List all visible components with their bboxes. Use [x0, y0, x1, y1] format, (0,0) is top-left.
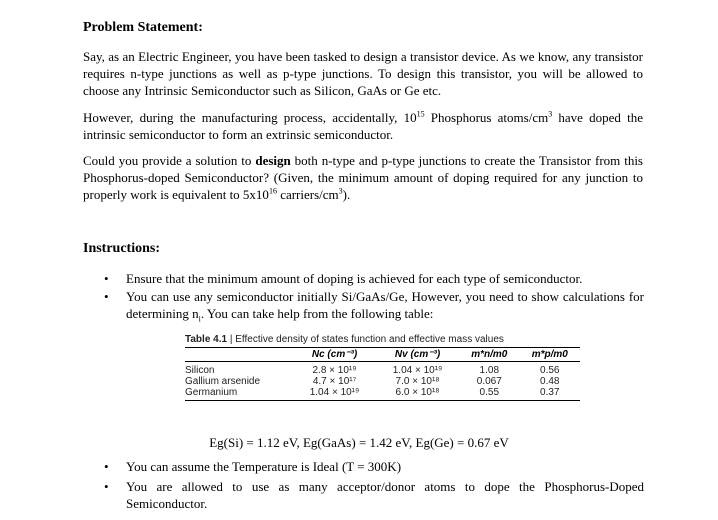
cell-name: Silicon: [185, 365, 215, 376]
cell-mn: 0.067: [476, 376, 502, 387]
table-row: [185, 362, 580, 377]
cell-nc: 4.7 × 10¹⁷: [312, 376, 357, 387]
cell-nv: 7.0 × 10¹⁸: [395, 376, 440, 387]
table-header-nv: Nv (cm⁻³): [376, 348, 459, 362]
cell-name: Gallium arsenide: [185, 376, 261, 387]
cell-mp: 0.37: [520, 387, 580, 401]
problem-paragraph-2: However, during the manufacturing process, accidentally, $10^{15}$ Phosphorus atoms/$cm^3$ have doped the intrinsic semiconductor to form an extrinsic semiconductor.: [83, 109, 643, 142]
cell-mn: 1.08: [479, 365, 500, 376]
table-caption: Table 4.1 | Effective density of states function and effective mass values: [185, 334, 504, 345]
table-row: [185, 376, 580, 387]
instruction-bullet-4: • You are allowed to use as many acceptor/donor atoms to dope the Phosphorus-Doped Semiconductor.: [104, 479, 644, 511]
cell-mn: 0.55: [459, 387, 519, 401]
bullet-icon: •: [104, 271, 109, 286]
table-header-blank: [185, 348, 293, 362]
problem-paragraph-1: Say, as an Electric Engineer, you have been tasked to design a transistor device. As we know, any transistor requires n-type junctions as well as p-type junctions. To design this transistor, you will be allowed to choose any Intrinsic Semiconductor such as Silicon, GaAs or Ge etc.: [83, 49, 643, 98]
instruction-bullet-2: • You can use any semiconductor initially Si/GaAs/Ge, However, you need to show calculations for determining $n_i$. You can take help from the following table:: [104, 289, 644, 324]
table-grid: [185, 347, 580, 401]
cell-nc: 2.8 × 10¹⁹: [312, 365, 357, 376]
cell-mp: 0.48: [540, 376, 560, 387]
instruction-bullet-3: • You can assume the Temperature is Ideal (T = 300K): [104, 459, 402, 474]
table-header-mp: m*p/m0: [520, 348, 580, 362]
problem-paragraph-3: Could you provide a solution to design both n-type and p-type junctions to create the Transistor from this Phosphorus-doped Semiconductor? (Given, the minimum amount of doping required for any junction to properly work is equivalent to $5x10^{16}$ carriers/$cm^3$).: [83, 153, 643, 202]
table-row: [185, 387, 580, 401]
cell-mp: 0.56: [540, 365, 560, 376]
table-header-nc: Nc (cm⁻³): [293, 348, 376, 362]
effective-density-table: [185, 333, 580, 401]
cell-nv: 1.04 × 10¹⁹: [392, 365, 443, 376]
problem-heading: Problem Statement:: [83, 20, 203, 35]
bullet-icon: •: [104, 459, 109, 474]
bullet-icon: •: [104, 289, 109, 304]
cell-nc: 1.04 × 10¹⁹: [293, 387, 376, 401]
cell-nv: 6.0 × 10¹⁸: [376, 387, 459, 401]
table-header-mn: m*n/m0: [459, 348, 519, 362]
bandgap-values: Eg(Si) = 1.12 eV, Eg(GaAs) = 1.42 eV, Eg(Ge) = 0.67 eV: [209, 435, 509, 450]
bullet-icon: •: [104, 479, 109, 494]
cell-name: Germanium: [185, 387, 293, 401]
instruction-bullet-1: • Ensure that the minimum amount of doping is achieved for each type of semiconductor.: [104, 271, 583, 286]
instructions-list-top: [104, 270, 644, 322]
instructions-list-bottom: [104, 458, 644, 512]
table-header-row: [185, 348, 580, 362]
instructions-heading: Instructions:: [83, 241, 161, 256]
